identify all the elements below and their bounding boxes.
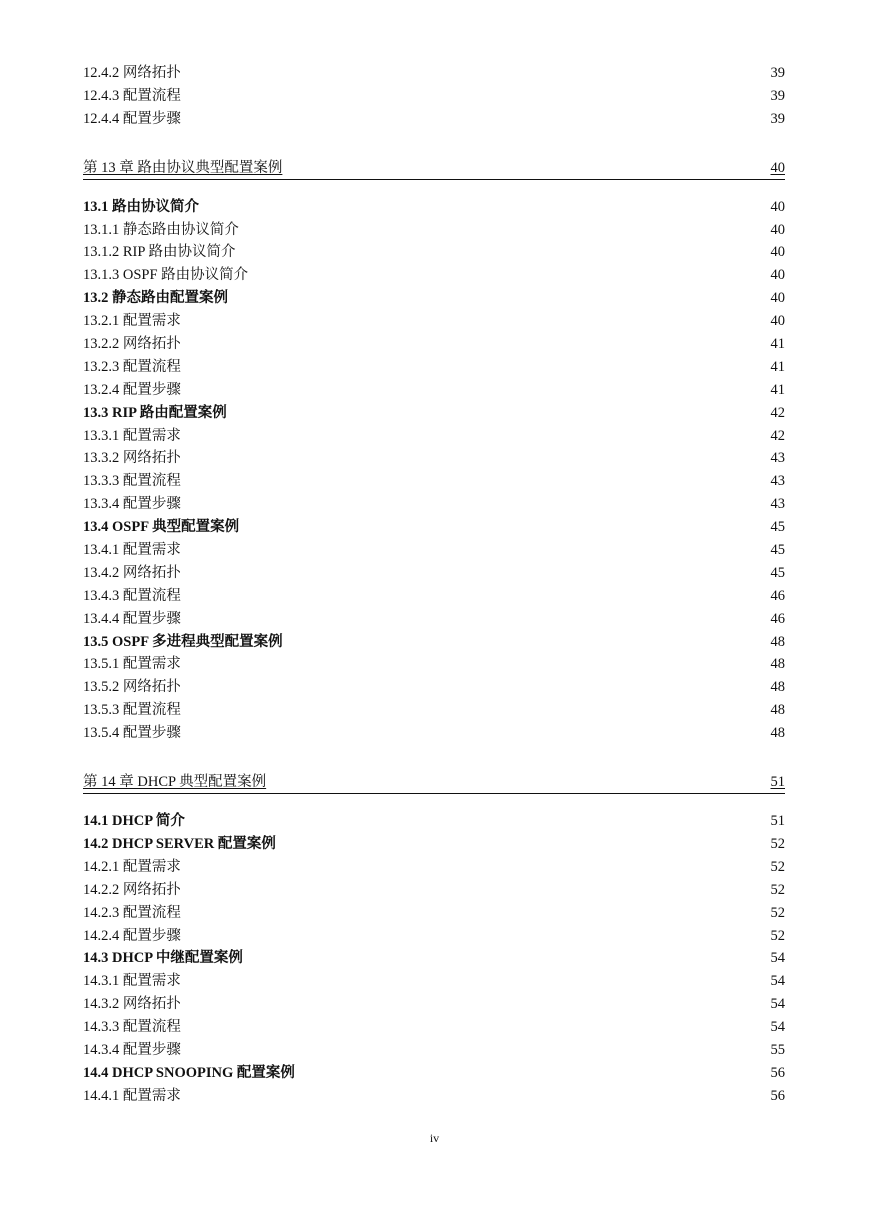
toc-entry-title: 13.2.3 配置流程 <box>83 358 181 375</box>
toc-entry[interactable] <box>83 925 785 948</box>
toc-entry[interactable] <box>83 219 785 242</box>
toc-entry-page: 40 <box>770 267 785 284</box>
toc-entry[interactable] <box>83 447 785 470</box>
toc-entry-page: 40 <box>770 198 785 215</box>
toc-entry-page: 56 <box>770 1087 785 1104</box>
toc-entry-title: 12.4.3 配置流程 <box>83 87 181 104</box>
toc-entry-title: 14.2.1 配置需求 <box>83 858 181 875</box>
toc-chapter-13[interactable] <box>83 157 785 180</box>
toc-entry-title: 13.3.3 配置流程 <box>83 473 181 490</box>
toc-entry-title: 14.3.4 配置步骤 <box>83 1041 181 1058</box>
toc-entry-title: 14.3.1 配置需求 <box>83 973 181 990</box>
toc-entry-title: 14.2.4 配置步骤 <box>83 927 181 944</box>
chapter-page: 51 <box>770 774 785 791</box>
toc-entry-page: 52 <box>770 881 785 898</box>
toc-entry[interactable] <box>83 810 785 833</box>
toc-entry-title: 14.3.2 网络拓扑 <box>83 996 181 1013</box>
toc-entry-page: 40 <box>770 221 785 238</box>
toc-entry[interactable] <box>83 1039 785 1062</box>
toc-entry[interactable] <box>83 62 785 85</box>
toc-entry[interactable] <box>83 653 785 676</box>
toc-entry-title: 14.1 DHCP 简介 <box>83 813 185 830</box>
toc-entry[interactable] <box>83 196 785 219</box>
toc-entry[interactable] <box>83 333 785 356</box>
toc-entry[interactable] <box>83 879 785 902</box>
toc-entry-page: 56 <box>770 1064 785 1081</box>
toc-entry-title: 14.4 DHCP SNOOPING 配置案例 <box>83 1064 295 1081</box>
toc-entry-page: 39 <box>770 110 785 127</box>
toc-entry[interactable] <box>83 722 785 745</box>
toc-block-chapter13 <box>83 196 785 745</box>
toc-entry-page: 41 <box>770 381 785 398</box>
toc-entry-title: 13.2.4 配置步骤 <box>83 381 181 398</box>
toc-entry-page: 43 <box>770 473 785 490</box>
toc-entry-title: 13.2.2 网络拓扑 <box>83 336 181 353</box>
toc-entry-title: 14.2.3 配置流程 <box>83 904 181 921</box>
toc-entry[interactable] <box>83 676 785 699</box>
toc-entry[interactable] <box>83 902 785 925</box>
toc-entry[interactable] <box>83 264 785 287</box>
toc-entry[interactable] <box>83 631 785 654</box>
toc-entry-title: 13.5.2 网络拓扑 <box>83 679 181 696</box>
toc-entry-title: 12.4.2 网络拓扑 <box>83 65 181 81</box>
toc-entry[interactable] <box>83 516 785 539</box>
toc-entry[interactable] <box>83 287 785 310</box>
chapter-title: 第 14 章 DHCP 典型配置案例 <box>83 774 267 791</box>
toc-entry-page: 48 <box>770 679 785 696</box>
toc-entry-page: 51 <box>770 813 785 830</box>
toc-entry-title: 13.4.4 配置步骤 <box>83 610 181 627</box>
toc-entry-page: 48 <box>770 633 785 650</box>
toc-entry-title: 13.4.3 配置流程 <box>83 587 181 604</box>
toc-entry-page: 55 <box>770 1041 785 1058</box>
toc-entry-title: 13.2.1 配置需求 <box>83 313 181 330</box>
toc-entry-page: 45 <box>770 542 785 559</box>
toc-entry-title: 13.1.1 静态路由协议简介 <box>83 221 239 238</box>
toc-entry-title: 13.1.2 RIP 路由协议简介 <box>83 244 236 261</box>
toc-entry[interactable] <box>83 470 785 493</box>
toc-entry-page: 54 <box>770 950 785 967</box>
toc-entry-title: 13.4.1 配置需求 <box>83 542 181 559</box>
toc-entry[interactable] <box>83 970 785 993</box>
toc-entry-page: 46 <box>770 587 785 604</box>
toc-entry-page: 40 <box>770 244 785 261</box>
page-number: iv <box>429 1131 440 1145</box>
toc-entry-page: 39 <box>770 87 785 104</box>
toc-entry[interactable] <box>83 585 785 608</box>
toc-entry-page: 42 <box>770 427 785 444</box>
toc-entry-page: 39 <box>770 65 785 81</box>
toc-entry[interactable] <box>83 1085 785 1108</box>
toc-entry-title: 14.4.1 配置需求 <box>83 1087 181 1104</box>
toc-entry-page: 52 <box>770 858 785 875</box>
toc-entry-page: 40 <box>770 313 785 330</box>
toc-entry[interactable] <box>83 85 785 108</box>
toc-entry-title: 13.2 静态路由配置案例 <box>83 290 228 307</box>
toc-entry-title: 14.3.3 配置流程 <box>83 1019 181 1036</box>
toc-entry[interactable] <box>83 402 785 425</box>
toc-entry[interactable] <box>83 1062 785 1085</box>
toc-entry[interactable] <box>83 108 785 131</box>
toc-entry-page: 45 <box>770 564 785 581</box>
toc-entry-title: 14.2 DHCP SERVER 配置案例 <box>83 835 276 852</box>
toc-entry-title: 13.4.2 网络拓扑 <box>83 564 181 581</box>
toc-entry-title: 13.1 路由协议简介 <box>83 198 199 215</box>
toc-entry[interactable] <box>83 562 785 585</box>
toc-entry[interactable] <box>83 379 785 402</box>
toc-entry-page: 42 <box>770 404 785 421</box>
toc-entry[interactable] <box>83 993 785 1016</box>
toc-entry-page: 54 <box>770 996 785 1013</box>
toc-entry[interactable] <box>83 425 785 448</box>
toc-entry-title: 13.4 OSPF 典型配置案例 <box>83 519 240 536</box>
toc-entry-title: 13.5.1 配置需求 <box>83 656 181 673</box>
toc-entry-page: 46 <box>770 610 785 627</box>
toc-entry-title: 13.1.3 OSPF 路由协议简介 <box>83 267 249 284</box>
toc-entry-title: 13.5.3 配置流程 <box>83 702 181 719</box>
toc-block-chapter14 <box>83 810 785 1108</box>
toc-entry[interactable] <box>83 833 785 856</box>
toc-entry[interactable] <box>83 947 785 970</box>
toc-entry[interactable] <box>83 310 785 333</box>
toc-entry-page: 54 <box>770 973 785 990</box>
toc-entry-page: 48 <box>770 656 785 673</box>
toc-entry-page: 45 <box>770 519 785 536</box>
toc-entry[interactable] <box>83 856 785 879</box>
toc-entry-page: 48 <box>770 702 785 719</box>
toc-entry[interactable] <box>83 241 785 264</box>
toc-entry-title: 13.3.4 配置步骤 <box>83 496 181 513</box>
table-of-contents <box>83 62 785 1108</box>
toc-entry[interactable] <box>83 699 785 722</box>
toc-entry-title: 14.3 DHCP 中继配置案例 <box>83 950 243 967</box>
toc-entry[interactable] <box>83 356 785 379</box>
toc-entry-title: 13.3.1 配置需求 <box>83 427 181 444</box>
toc-entry-page: 41 <box>770 336 785 353</box>
toc-entry-title: 14.2.2 网络拓扑 <box>83 881 181 898</box>
toc-entry-title: 13.5.4 配置步骤 <box>83 725 181 742</box>
toc-entry[interactable] <box>83 608 785 631</box>
chapter-title: 第 13 章 路由协议典型配置案例 <box>83 159 283 176</box>
toc-entry-title: 13.3 RIP 路由配置案例 <box>83 404 227 421</box>
toc-entry-page: 52 <box>770 927 785 944</box>
toc-entry-title: 12.4.4 配置步骤 <box>83 110 181 127</box>
toc-entry[interactable] <box>83 493 785 516</box>
toc-entry-page: 48 <box>770 725 785 742</box>
chapter-page: 40 <box>770 159 785 176</box>
toc-block-chapter12-tail <box>83 62 785 131</box>
toc-chapter-14[interactable] <box>83 771 785 794</box>
toc-entry-page: 40 <box>770 290 785 307</box>
toc-entry-page: 43 <box>770 496 785 513</box>
toc-entry-page: 43 <box>770 450 785 467</box>
toc-entry-page: 54 <box>770 1019 785 1036</box>
toc-entry-page: 52 <box>770 904 785 921</box>
toc-entry[interactable] <box>83 1016 785 1039</box>
toc-entry-page: 52 <box>770 835 785 852</box>
toc-entry-title: 13.3.2 网络拓扑 <box>83 450 181 467</box>
toc-entry-page: 41 <box>770 358 785 375</box>
toc-entry-title: 13.5 OSPF 多进程典型配置案例 <box>83 633 283 650</box>
toc-entry[interactable] <box>83 539 785 562</box>
